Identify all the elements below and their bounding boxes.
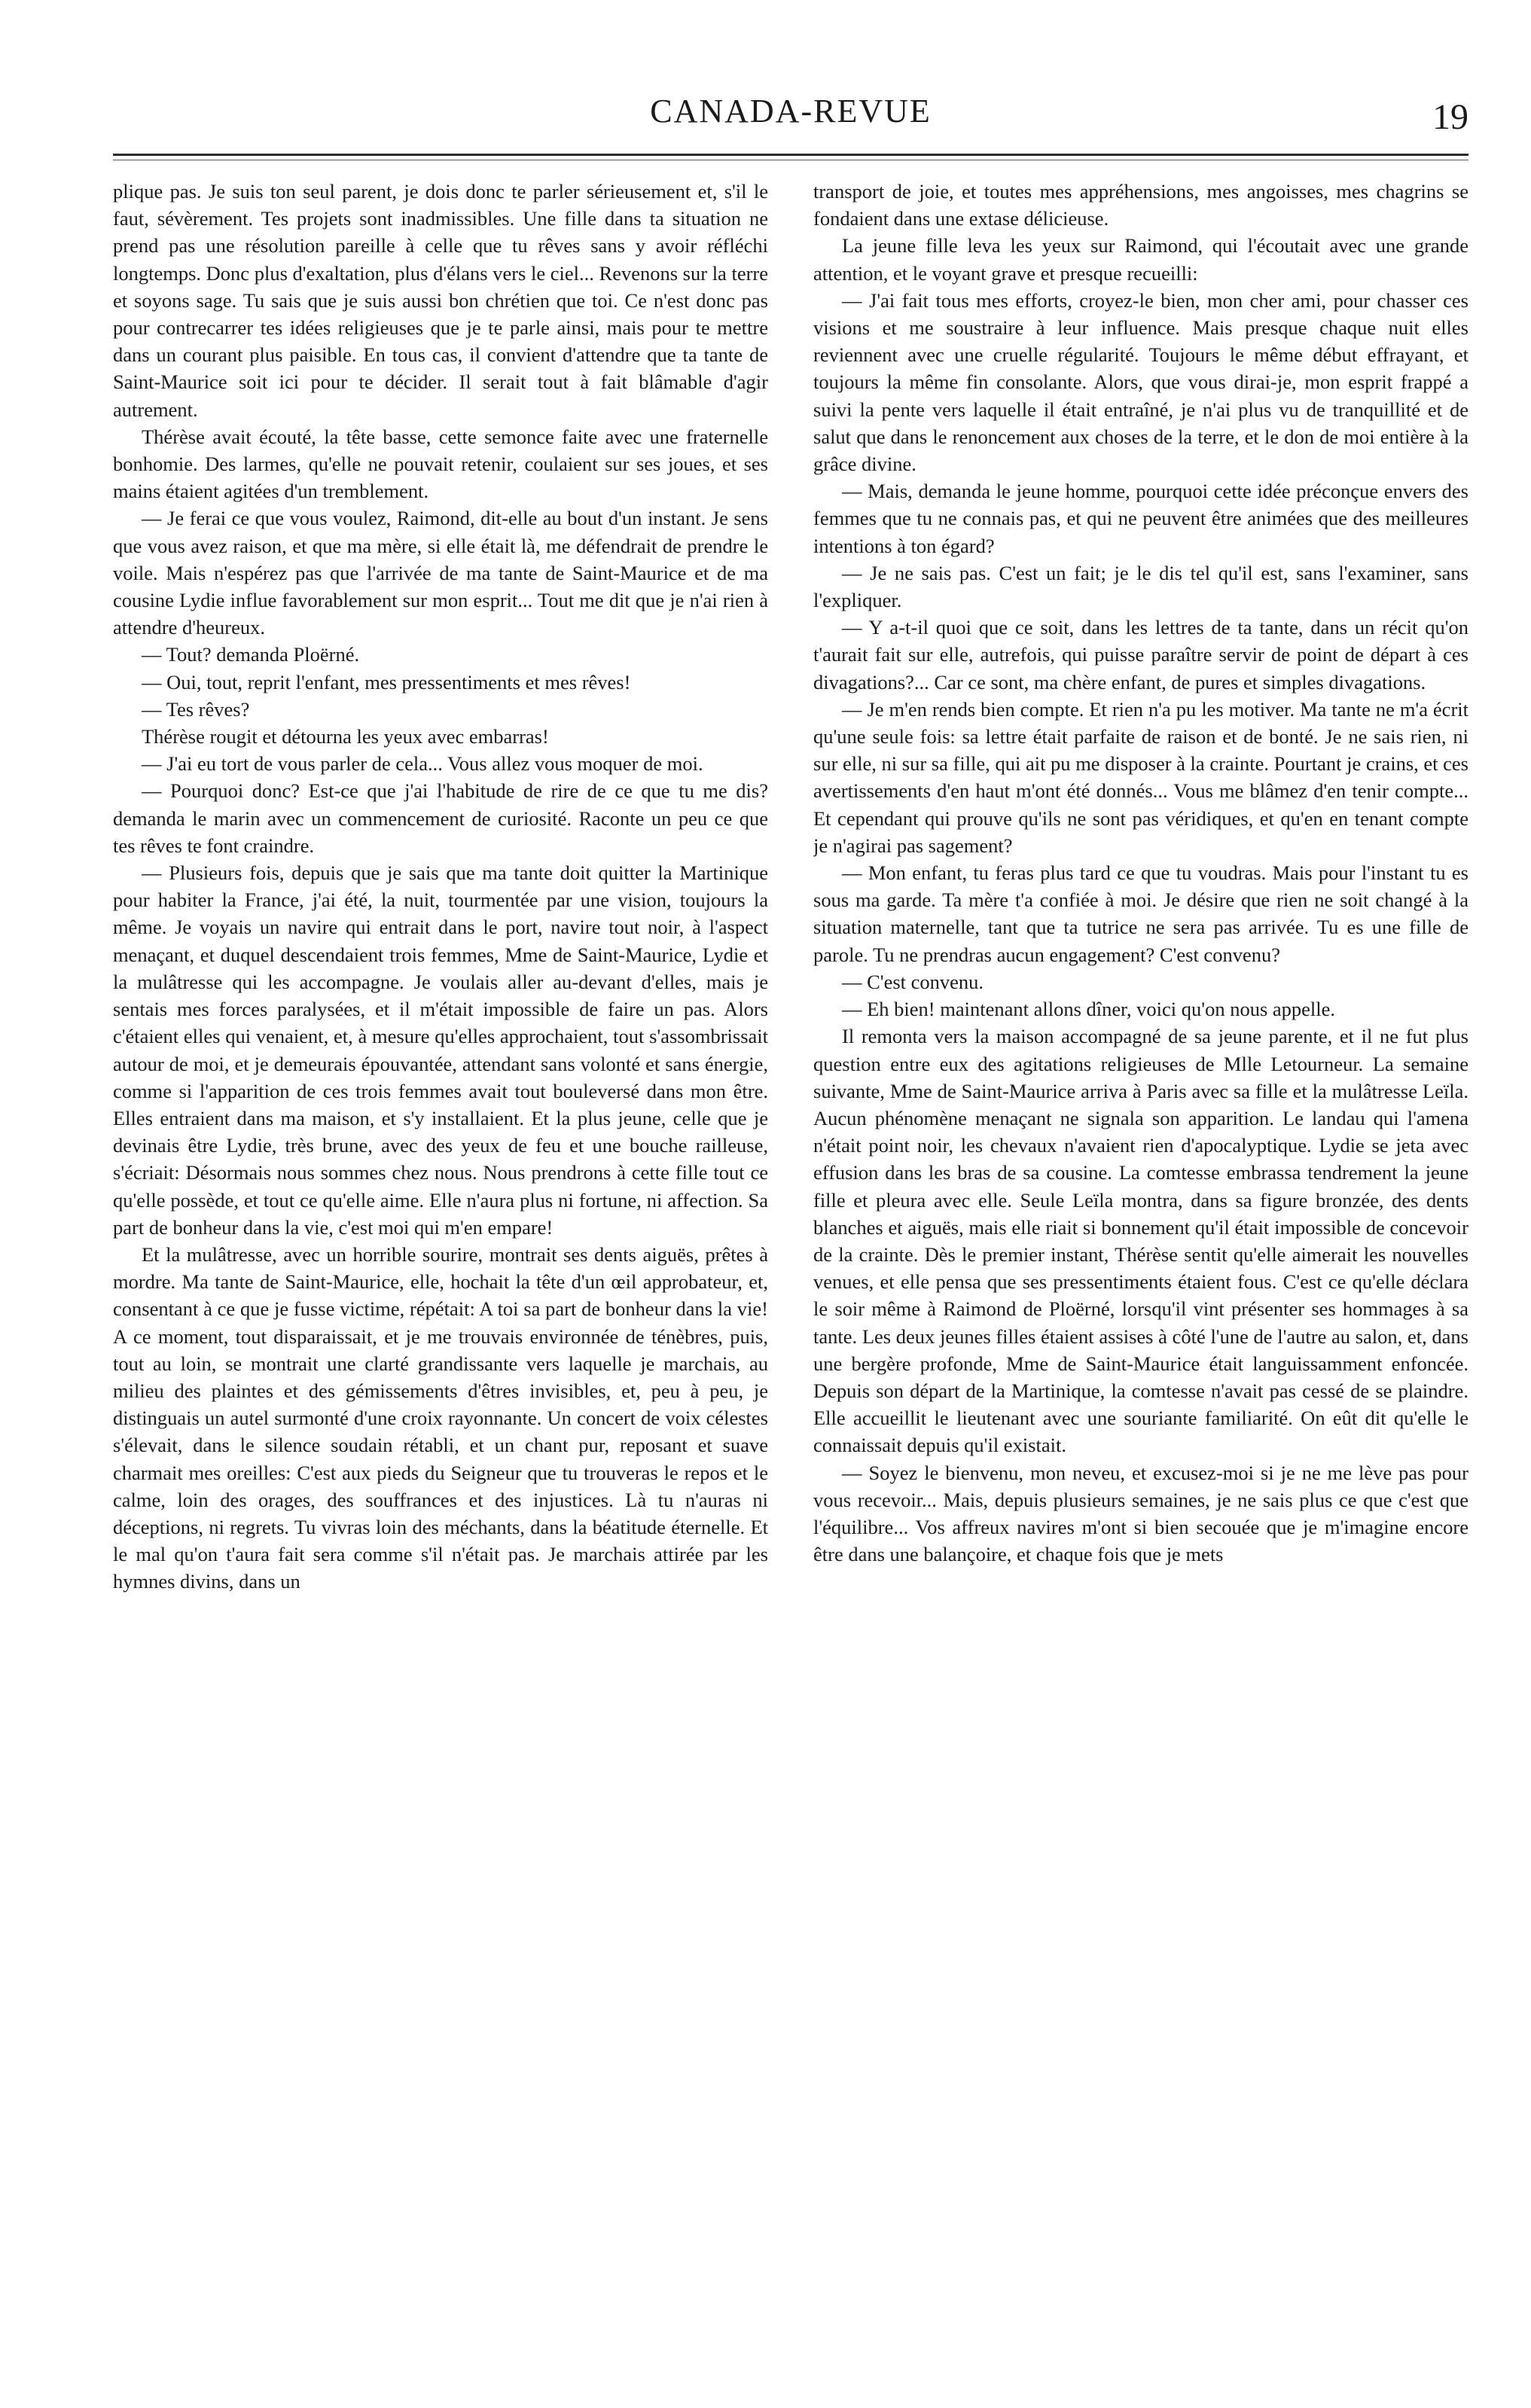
page-number: 19: [1432, 97, 1468, 137]
paragraph: — Y a-t-il quoi que ce soit, dans les lettres de ta tante, dans un récit qu'on t'aurait fait sur elle, autrefois, qui puisse paraître servir de point de départ à ces divagations?... Car ce sont, ma chère enfant, de pures et simples divagations.: [813, 616, 1468, 693]
paragraph: — Eh bien! maintenant allons dîner, voici qu'on nous appelle.: [842, 998, 1336, 1021]
paragraph: — J'ai eu tort de vous parler de cela... Vous allez vous moquer de moi.: [142, 752, 703, 776]
paragraph: — Plusieurs fois, depuis que je sais que ma tante doit quitter la Martinique pour habiter la France, j'ai été, la nuit, tourmentée par une vision, toujours la même. Je voyais un navire qui entrait dans le port, navire tout noir, à l'aspect menaçant, et duquel descendaient trois femmes, Mme de Saint-Maurice, Lydie et la mulâtresse qui les accompagne. Je voulais aller au-devant d'elles, mais je sentais mes forces paralysées, et il m'était impossible de faire un pas. Alors c'étaient elles qui venaient, et, à mesure qu'elles approchaient, tout s'assombrissait autour de moi, et je demeurais épouvantée, attendant sans volonté et sans énergie, comme si l'apparition de ces trois femmes avait tout bouleversé dans mon être. Elles entraient dans ma maison, et s'y installaient. Et la plus jeune, celle que je devinais être Lydie, très brune, avec des yeux de feu et une bouche railleuse, s'écriait: Désormais nous sommes chez nous. Nous prendrons à cette fille tout ce qu'elle possède, et tout ce qu'elle aime. Elle n'aura plus ni fortune, ni affection. Sa part de bonheur dans la vie, c'est moi qui m'en empare!: [113, 861, 768, 1239]
paragraph: — Je ferai ce que vous voulez, Raimond, dit-elle au bout d'un instant. Je sens que vous avez raison, et que ma mère, si elle était là, me défendrait de prendre le voile. Mais n'espérez pas que l'arrivée de ma tante de Saint-Maurice et de ma cousine Lydie influe favorablement sur mon esprit... Tout me dit que je n'ai rien à attendre d'heureux.: [113, 507, 768, 639]
left-column: [113, 178, 768, 2376]
paragraph: La jeune fille leva les yeux sur Raimond, qui l'écoutait avec une grande attention, et le voyant grave et presque recueilli:: [813, 234, 1468, 285]
paragraph: — Je ne sais pas. C'est un fait; je le dis tel qu'il est, sans l'examiner, sans l'expliquer.: [813, 561, 1468, 612]
paragraph: transport de joie, et toutes mes appréhensions, mes angoisses, mes chagrins se fondaient dans une extase délicieuse.: [813, 180, 1468, 230]
paragraph: — Mais, demanda le jeune homme, pourquoi cette idée préconçue envers des femmes que tu ne connais pas, et qui ne peuvent être animées que des meilleures intentions à ton égard?: [813, 480, 1468, 557]
paragraph: — C'est convenu.: [842, 970, 984, 993]
right-column: [813, 178, 1468, 2376]
paragraph: plique pas. Je suis ton seul parent, je dois donc te parler sérieusement et, s'il le faut, sévèrement. Tes projets sont inadmissibles. Une fille dans ta situation ne prend pas une résolution pareille à celle que tu rêves sans y avoir réfléchi longtemps. Donc plus d'exaltation, plus d'élans vers le ciel... Revenons sur la terre et soyons sage. Tu sais que je suis aussi bon chrétien que toi. Ce n'est donc pas pour contrecarrer tes idées religieuses que je te parle ainsi, mais pour te mettre dans un courant plus paisible. En tous cas, il convient d'attendre que ta tante de Saint-Maurice soit ici pour te décider. Il serait tout à fait blâmable d'agir autrement.: [113, 180, 768, 421]
paragraph: Thérèse rougit et détourna les yeux avec embarras!: [142, 725, 549, 748]
header-rule: [113, 154, 1468, 156]
paragraph: — Tout? demanda Ploërné.: [142, 643, 360, 666]
paragraph: — Mon enfant, tu feras plus tard ce que tu voudras. Mais pour l'instant tu es sous ma garde. Ta mère t'a confiée à moi. Je désire que rien ne soit changé à la situation maternelle, tant que ta tutrice ne sera pas arrivée. Tu es une fille de parole. Tu ne prendras aucun engagement? C'est convenu?: [813, 861, 1468, 966]
paragraph: — J'ai fait tous mes efforts, croyez-le bien, mon cher ami, pour chasser ces visions et me soustraire à leur influence. Mais presque chaque nuit elles reviennent avec une cruelle régularité. Toujours le même début effrayant, et toujours la même fin consolante. Alors, que vous dirai-je, mon esprit frappé a suivi la pente vers laquelle il était entraîné, je n'ai plus vu de tranquillité et de salut que dans le renoncement aux choses de la terre, et le don de moi entière à la grâce divine.: [813, 288, 1468, 476]
paragraph: — Soyez le bienvenu, mon neveu, et excusez-moi si je ne me lève pas pour vous recevoir... Mais, depuis plusieurs semaines, je ne sais plus ce que c'est que l'équilibre... Vos affreux navires m'ont si bien secouée que je m'imagine encore être dans une balançoire, et chaque fois que je mets: [813, 1461, 1468, 1566]
paragraph: — Pourquoi donc? Est-ce que j'ai l'habitude de rire de ce que tu me dis? demanda le marin avec un commencement de curiosité. Raconte un peu ce que tes rêves te font craindre.: [113, 779, 768, 857]
page-header: [113, 89, 1468, 148]
paragraph: Il remonta vers la maison accompagné de sa jeune parente, et il ne fut plus question entre eux des agitations religieuses de Mlle Letourneur. La semaine suivante, Mme de Saint-Maurice arriva à Paris avec sa fille et la mulâtresse Leïla. Aucun phénomène menaçant ne signala son apparition. Le landau qui l'amena n'était point noir, les chevaux n'avaient rien d'apocalyptique. Lydie se jeta avec effusion dans les bras de sa cousine. La comtesse embrassa tendrement la jeune fille et pleura avec elle. Seule Leïla montra, dans sa figure bronzée, des dents blanches et aiguës, mais elle riait si bonnement qu'il était impossible de concevoir de la crainte. Dès le premier instant, Thérèse sentit qu'elle aimerait les nouvelles venues, et elle pensa que ses pressentiments étaient fous. C'est ce qu'elle déclara le soir même à Raimond de Ploërné, lorsqu'il vint présenter ses hommages à sa tante. Les deux jeunes filles étaient assises à côté l'une de l'autre au salon, et, dans une bergère profonde, Mme de Saint-Maurice était languissamment enfoncée. Depuis son départ de la Martinique, la comtesse n'avait pas cessé de se plaindre. Elle accueillit le lieutenant avec une souriante familiarité. On eût dit qu'elle le connaissait depuis qu'il existait.: [813, 1025, 1468, 1457]
paragraph: — Oui, tout, reprit l'enfant, mes pressentiments et mes rêves!: [142, 670, 631, 693]
paragraph: Thérèse avait écouté, la tête basse, cette semonce faite avec une fraternelle bonhomie. Des larmes, qu'elle ne pouvait retenir, coulaient sur ses joues, et ses mains étaient agitées d'un tremblement.: [113, 425, 768, 503]
running-title: CANADA-REVUE: [650, 93, 932, 130]
paragraph: — Je m'en rends bien compte. Et rien n'a pu les motiver. Ma tante ne m'a écrit qu'une seule fois: sa lettre était parfaite de raison et de bonté. Je ne sais rien, ni sur elle, ni sur sa fille, qui ait pu me disposer à la crainte. Pourtant je crains, et ces avertissements d'en haut m'ont été donnés... Vous me blâmez d'en tenir compte... Et cependant qui prouve qu'ils ne sont pas véridiques, et qu'en en tenant compte je n'agirai pas sagement?: [813, 697, 1468, 857]
paragraph: — Tes rêves?: [142, 697, 250, 721]
paragraph: Et la mulâtresse, avec un horrible sourire, montrait ses dents aiguës, prêtes à mordre. Ma tante de Saint-Maurice, elle, hochait la tête d'un œil approbateur, et, consentant à ce que je fusse victime, répétait: A toi sa part de bonheur dans la vie! A ce moment, tout disparaissait, et je me trouvais environnée de ténèbres, puis, tout au loin, se montrait une clarté grandissante vers laquelle je marchais, au milieu des plaintes et des gémissements d'êtres invisibles, et, peu à peu, je distinguais un autel surmonté d'une croix rayonnante. Un concert de voix célestes s'élevait, dans le silence soudain rétabli, et un chant pur, reposant et suave charmait mes oreilles: C'est aux pieds du Seigneur que tu trouveras le repos et le calme, loin des orages, des souffrances et des injustices. Là tu n'auras ni déceptions, ni regrets. Tu vivras loin des méchants, dans la béatitude éternelle. Et le mal qu'on t'aura fait sera comme s'il n'était pas. Je marchais attirée par les hymnes divins, dans un: [113, 1242, 768, 1593]
